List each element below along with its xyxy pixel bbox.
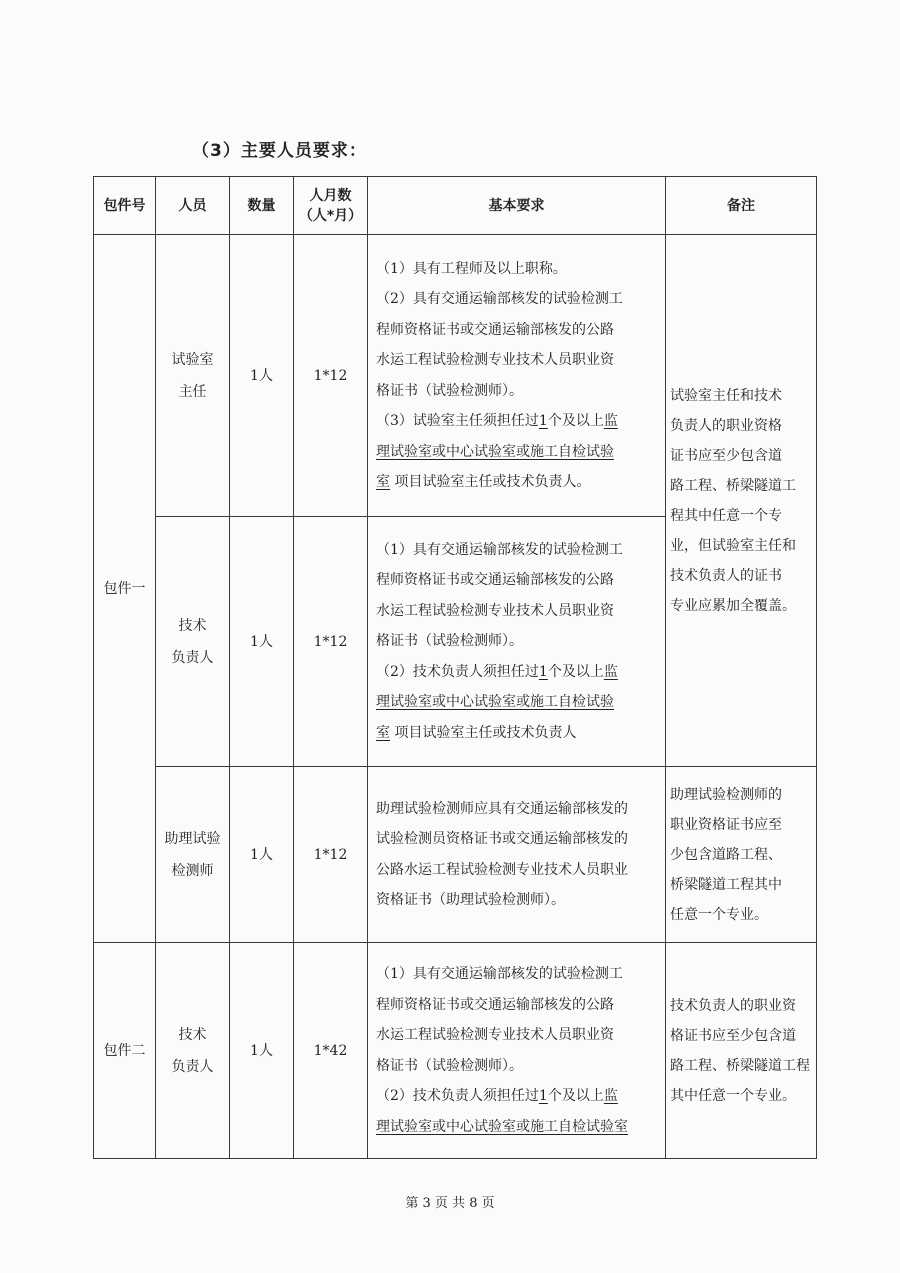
req-text: （2）技术负责人须担任过 [376, 1088, 539, 1104]
table-row [94, 943, 817, 1159]
header-person: 人员 [156, 177, 230, 235]
remark-line: 程其中任意一个专 [670, 507, 782, 524]
req-text: 项目试验室主任或技术负责人。 [394, 474, 591, 490]
req-line [376, 406, 657, 437]
req-line: 格证书（试验检测师）。 [376, 633, 523, 650]
remarks-cell [666, 943, 817, 1159]
req-text: （3）试验室主任须担任过 [376, 413, 539, 429]
remark-line: 试验室主任和技术 [670, 387, 782, 404]
person-line: 技术 [178, 1026, 207, 1043]
person-month-cell: 1*42 [294, 943, 368, 1159]
person-line: 助理试验 [164, 830, 221, 847]
person-month-cell: 1*12 [294, 517, 368, 767]
req-underlined: 室 [376, 474, 390, 490]
header-quantity: 数量 [230, 177, 294, 235]
remark-line: 其中任意一个专业。 [670, 1087, 796, 1104]
req-underlined: 室 [376, 724, 390, 741]
remark-line: 技术负责人的职业资 [670, 997, 796, 1014]
req-line: 资格证书（助理试验检测师）。 [376, 892, 565, 908]
person-line: 试验室 [171, 351, 214, 368]
req-count: 1 [538, 413, 548, 429]
header-person-month-line1: 人月数 [309, 187, 352, 204]
req-text: 个及以上 [547, 663, 604, 680]
req-count: 1 [538, 1088, 548, 1104]
req-underlined: 监 [603, 413, 618, 429]
req-text: （2）技术负责人须担任过 [376, 663, 539, 680]
req-line [376, 467, 657, 498]
personnel-requirements-table [93, 176, 817, 1159]
req-line [376, 1081, 657, 1112]
person-line: 负责人 [171, 649, 214, 666]
remark-line: 任意一个专业。 [670, 906, 768, 923]
remark-line: 技术负责人的证书 [670, 567, 782, 584]
header-remarks: 备注 [666, 177, 817, 235]
header-requirements: 基本要求 [368, 177, 666, 235]
req-line: （2）具有交通运输部核发的试验检测工 [376, 291, 623, 307]
remark-line: 少包含道路工程、 [670, 846, 782, 863]
person-line: 检测师 [171, 862, 214, 879]
person-line: 主任 [178, 383, 207, 400]
req-line: 格证书（试验检测师）。 [376, 1057, 523, 1074]
req-line: （1）具有交通运输部核发的试验检测工 [376, 541, 623, 558]
package-cell: 包件一 [94, 235, 156, 943]
page-number: 第 3 页 共 8 页 [405, 1196, 495, 1211]
requirements-cell [368, 943, 666, 1159]
req-line: 程师资格证书或交通运输部核发的公路 [376, 572, 614, 589]
remarks-cell [666, 767, 817, 943]
remark-line: 桥梁隧道工程其中 [670, 876, 782, 893]
req-line: 水运工程试验检测专业技术人员职业资 [376, 602, 614, 619]
remark-line: 路工程、桥梁隧道工 [670, 477, 796, 494]
person-line: 负责人 [171, 1058, 214, 1075]
table-header-row [94, 177, 817, 235]
req-line: 程师资格证书或交通运输部核发的公路 [376, 996, 614, 1013]
person-cell [156, 943, 230, 1159]
req-line: 水运工程试验检测专业技术人员职业资 [376, 1027, 614, 1043]
req-line: 理试验室或中心试验室或施工自检试验 [376, 694, 614, 711]
quantity-cell: 1人 [230, 767, 294, 943]
header-package: 包件号 [94, 177, 156, 235]
req-line [376, 718, 657, 749]
remark-line: 格证书应至少包含道 [670, 1027, 796, 1044]
remark-line: 负责人的职业资格 [670, 417, 782, 434]
person-line: 技术 [178, 617, 207, 634]
req-line [376, 657, 657, 688]
req-line: 格证书（试验检测师）。 [376, 382, 523, 399]
remark-line: 专业应累加全覆盖。 [670, 597, 796, 614]
remarks-cell [666, 235, 817, 767]
quantity-cell: 1人 [230, 235, 294, 517]
section-title: （3）主要人员要求： [192, 141, 367, 161]
person-cell [156, 235, 230, 517]
req-line: （1）具有工程师及以上职称。 [376, 260, 567, 277]
remark-line: 证书应至少包含道 [670, 447, 782, 464]
req-underlined: 监 [603, 1088, 618, 1104]
person-cell [156, 767, 230, 943]
person-cell [156, 517, 230, 767]
remark-line: 助理试验检测师的 [670, 786, 782, 803]
quantity-cell: 1人 [230, 517, 294, 767]
person-month-cell: 1*12 [294, 767, 368, 943]
remark-line: 路工程、桥梁隧道工程 [670, 1057, 810, 1074]
req-line: 理试验室或中心试验室或施工自检试验室 [376, 1118, 628, 1135]
req-count: 1 [538, 663, 548, 680]
table-row [94, 235, 817, 517]
requirements-cell [368, 767, 666, 943]
package-cell: 包件二 [94, 943, 156, 1159]
req-line: 公路水运工程试验检测专业技术人员职业 [376, 861, 628, 878]
remark-line: 职业资格证书应至 [670, 816, 782, 833]
quantity-cell: 1人 [230, 943, 294, 1159]
requirements-cell [368, 235, 666, 517]
requirements-cell [368, 517, 666, 767]
req-text: 项目试验室主任或技术负责人 [394, 724, 577, 741]
req-line: 水运工程试验检测专业技术人员职业资 [376, 352, 614, 368]
req-line: 程师资格证书或交通运输部核发的公路 [376, 321, 614, 338]
req-underlined: 监 [603, 663, 618, 680]
req-line: 试验检测员资格证书或交通运输部核发的 [376, 831, 628, 847]
req-line: （1）具有交通运输部核发的试验检测工 [376, 966, 623, 982]
person-month-cell: 1*12 [294, 235, 368, 517]
req-line: 助理试验检测师应具有交通运输部核发的 [376, 800, 628, 817]
remark-line: 业，但试验室主任和 [670, 537, 796, 554]
req-text: 个及以上 [547, 1088, 604, 1104]
table-row [94, 767, 817, 943]
req-line: 理试验室或中心试验室或施工自检试验 [376, 443, 614, 460]
header-person-month [294, 177, 368, 235]
req-text: 个及以上 [547, 413, 604, 429]
header-person-month-line2: （人*月） [298, 207, 363, 224]
